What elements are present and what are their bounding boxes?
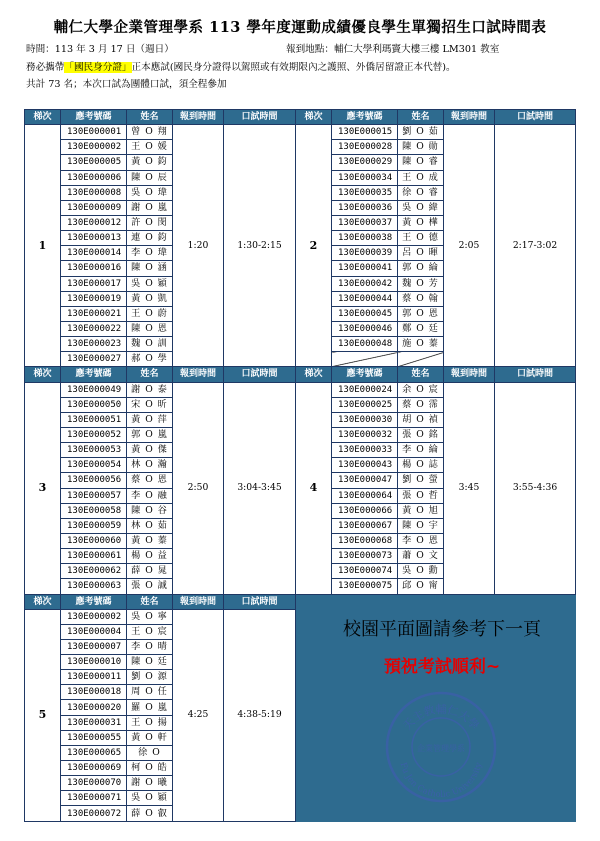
student-id: 130E000032 [332, 427, 398, 442]
student-name: 黃 O 萍 [127, 412, 173, 427]
student-name: 鄭 O 廷 [398, 321, 444, 336]
student-name: 李 O 融 [127, 488, 173, 503]
seal-inner-text: 企業管理學系 [417, 744, 465, 753]
header-id: 應考號碼 [332, 110, 398, 125]
page-title: 輔仁大學企業管理學系 113 學年度運動成績優良學生單獨招生口試時間表 [53, 19, 547, 36]
student-id: 130E000028 [332, 140, 398, 155]
header-interview: 口試時間 [224, 594, 296, 609]
student-name: 王 O 德 [398, 231, 444, 246]
student-id: 130E000051 [61, 412, 127, 427]
student-id: 130E000060 [61, 533, 127, 548]
student-name: 徐 O [127, 745, 173, 760]
student-id: 130E000023 [61, 337, 127, 352]
header-interview: 口試時間 [495, 110, 576, 125]
header-checkin: 報到時間 [444, 110, 495, 125]
student-name: 劉 O 茹 [398, 125, 444, 140]
student-name: 王 O 蔚 [127, 306, 173, 321]
student-id: 130E000045 [332, 306, 398, 321]
student-id: 130E000052 [61, 427, 127, 442]
header-checkin: 報到時間 [444, 367, 495, 382]
interview-time: 3:55-4:36 [495, 382, 576, 594]
student-id: 130E000039 [332, 246, 398, 261]
student-name: 吳 O 穎 [127, 276, 173, 291]
header-checkin: 報到時間 [173, 594, 224, 609]
student-name: 陳 O 辰 [127, 170, 173, 185]
student-name: 薛 O 叡 [127, 806, 173, 822]
student-id: 130E000074 [332, 564, 398, 579]
group-number: 3 [25, 382, 61, 594]
bring-id-highlight: 「國民身分證」 [64, 62, 132, 73]
student-name: 陳 O 谷 [127, 503, 173, 518]
student-id: 130E000066 [332, 503, 398, 518]
student-id: 130E000013 [61, 231, 127, 246]
student-name: 王 O 成 [398, 170, 444, 185]
student-id: 130E000014 [61, 246, 127, 261]
student-id: 130E000030 [332, 412, 398, 427]
checkin-time: 1:20 [173, 125, 224, 367]
student-id: 130E000043 [332, 458, 398, 473]
exam-location: 報到地點：輔仁大學利瑪竇大樓三樓 LM301 教室 [286, 44, 500, 55]
header-id: 應考號碼 [61, 594, 127, 609]
student-name: 余 O 宸 [398, 382, 444, 397]
header-id: 應考號碼 [61, 110, 127, 125]
student-name: 黃 O 樺 [398, 215, 444, 230]
group-number: 4 [296, 382, 332, 594]
student-id: 130E000017 [61, 276, 127, 291]
student-id: 130E000058 [61, 503, 127, 518]
empty-cell [398, 352, 444, 367]
student-name: 邱 O 甯 [398, 579, 444, 594]
student-name: 吳 O 寧 [127, 609, 173, 624]
header-id: 應考號碼 [332, 367, 398, 382]
student-id: 130E000064 [332, 488, 398, 503]
student-id: 130E000042 [332, 276, 398, 291]
interview-time: 4:38-5:19 [224, 609, 296, 821]
student-id: 130E000016 [61, 261, 127, 276]
header-group: 梯次 [296, 367, 332, 382]
student-id: 130E000061 [61, 549, 127, 564]
student-name: 黃 O 傑 [127, 443, 173, 458]
student-id: 130E000038 [332, 231, 398, 246]
student-id: 130E000002 [61, 609, 127, 624]
student-id: 130E000067 [332, 518, 398, 533]
student-name: 吳 O 穎 [127, 791, 173, 806]
student-name: 陳 O 睿 [398, 155, 444, 170]
bring-id-notice [26, 59, 456, 73]
student-name: 張 O 誠 [127, 579, 173, 594]
student-name: 謝 O 嵐 [127, 200, 173, 215]
checkin-time: 2:05 [444, 125, 495, 367]
header-group: 梯次 [25, 110, 61, 125]
student-id: 130E000001 [61, 125, 127, 140]
student-name: 郭 O 綸 [398, 261, 444, 276]
bring-id-prefix: 務必攜帶 [26, 62, 65, 73]
interview-time: 3:04-3:45 [224, 382, 296, 594]
student-name: 黃 O 鈞 [127, 155, 173, 170]
student-id: 130E000050 [61, 397, 127, 412]
student-name: 吳 O 緯 [398, 200, 444, 215]
student-id: 130E000035 [332, 185, 398, 200]
header-row [25, 367, 576, 382]
student-id: 130E000041 [332, 261, 398, 276]
student-name: 陳 O 恩 [127, 321, 173, 336]
student-name: 陳 O 廷 [127, 655, 173, 670]
student-id: 130E000044 [332, 291, 398, 306]
student-name: 吳 O 勳 [398, 564, 444, 579]
student-name: 周 O 任 [127, 685, 173, 700]
group-number: 1 [25, 125, 61, 367]
student-name: 吳 O 瑋 [127, 185, 173, 200]
header-group: 梯次 [25, 594, 61, 609]
student-id: 130E000063 [61, 579, 127, 594]
student-id: 130E000004 [61, 624, 127, 639]
header-row [25, 110, 576, 125]
header-name: 姓名 [398, 367, 444, 382]
checkin-time: 2:50 [173, 382, 224, 594]
student-name: 李 O 瑋 [127, 246, 173, 261]
student-name: 張 O 銘 [398, 427, 444, 442]
student-name: 謝 O 泰 [127, 382, 173, 397]
header-name: 姓名 [127, 367, 173, 382]
student-name: 連 O 鈞 [127, 231, 173, 246]
student-name: 王 O 宸 [127, 624, 173, 639]
student-id: 130E000020 [61, 700, 127, 715]
student-name: 魏 O 訓 [127, 337, 173, 352]
student-id: 130E000006 [61, 170, 127, 185]
table-row [25, 125, 576, 140]
interview-time: 2:17-3:02 [495, 125, 576, 367]
student-name: 魏 O 芳 [398, 276, 444, 291]
student-name: 張 O 哲 [398, 488, 444, 503]
student-id: 130E000024 [332, 382, 398, 397]
header-group: 梯次 [25, 367, 61, 382]
student-id: 130E000012 [61, 215, 127, 230]
student-id: 130E000049 [61, 382, 127, 397]
bring-id-suffix: 正本應試(國民身分證得以駕照或有效期限內之護照、外僑居留證正本代替)。 [131, 62, 456, 73]
header-checkin: 報到時間 [173, 367, 224, 382]
header-name: 姓名 [127, 594, 173, 609]
student-id: 130E000007 [61, 639, 127, 654]
student-name: 林 O 茹 [127, 518, 173, 533]
student-name: 許 O 閔 [127, 215, 173, 230]
header-group: 梯次 [296, 110, 332, 125]
student-name: 林 O 瀚 [127, 458, 173, 473]
student-name: 薛 O 晁 [127, 564, 173, 579]
student-name: 胡 O 禎 [398, 412, 444, 427]
table-row [25, 382, 576, 397]
seal-english-text: Fu Jen Catholic University [397, 761, 485, 801]
seal-outer-text: 天主教輔仁大學 [400, 703, 482, 733]
checkin-time: 4:25 [173, 609, 224, 821]
student-id: 130E000062 [61, 564, 127, 579]
student-id: 130E000068 [332, 533, 398, 548]
student-name: 劉 O 源 [127, 670, 173, 685]
department-seal [384, 690, 498, 804]
student-name: 陳 O 宇 [398, 518, 444, 533]
student-name: 羅 O 嵐 [127, 700, 173, 715]
student-id: 130E000033 [332, 443, 398, 458]
student-name: 蔡 O 恩 [127, 473, 173, 488]
student-name: 曾 O 翔 [127, 125, 173, 140]
student-id: 130E000075 [332, 579, 398, 594]
student-name: 蕭 O 文 [398, 549, 444, 564]
student-id: 130E000019 [61, 291, 127, 306]
student-name: 柯 O 皓 [127, 761, 173, 776]
header-name: 姓名 [127, 110, 173, 125]
student-id: 130E000021 [61, 306, 127, 321]
student-id: 130E000046 [332, 321, 398, 336]
student-id: 130E000059 [61, 518, 127, 533]
header-row [25, 594, 576, 609]
header-id: 應考號碼 [61, 367, 127, 382]
student-id: 130E000022 [61, 321, 127, 336]
student-id: 130E000025 [332, 397, 398, 412]
student-name: 黃 O 旭 [398, 503, 444, 518]
student-id: 130E000009 [61, 200, 127, 215]
student-id: 130E000008 [61, 185, 127, 200]
header-interview: 口試時間 [224, 367, 296, 382]
student-id: 130E000071 [61, 791, 127, 806]
student-id: 130E000015 [332, 125, 398, 140]
student-id: 130E000011 [61, 670, 127, 685]
student-id: 130E000031 [61, 715, 127, 730]
student-id: 130E000055 [61, 730, 127, 745]
student-name: 楊 O 益 [127, 549, 173, 564]
student-id: 130E000072 [61, 806, 127, 822]
student-name: 陳 O 涵 [127, 261, 173, 276]
student-name: 陳 O 勛 [398, 140, 444, 155]
student-name: 蔡 O 霈 [398, 397, 444, 412]
student-name: 徐 O 睿 [398, 185, 444, 200]
header-name: 姓名 [398, 110, 444, 125]
student-id: 130E000034 [332, 170, 398, 185]
student-id: 130E000047 [332, 473, 398, 488]
student-id: 130E000048 [332, 337, 398, 352]
student-name: 劉 O 螢 [398, 473, 444, 488]
student-name: 王 O 揚 [127, 715, 173, 730]
student-name: 楊 O 誌 [398, 458, 444, 473]
student-name: 宋 O 昕 [127, 397, 173, 412]
student-name: 呂 O 暉 [398, 246, 444, 261]
student-name: 郭 O 嵐 [127, 427, 173, 442]
student-name: 黃 O 蓁 [127, 533, 173, 548]
student-name: 李 O 晴 [127, 639, 173, 654]
student-name: 李 O 綸 [398, 443, 444, 458]
student-id: 130E000018 [61, 685, 127, 700]
student-id: 130E000027 [61, 352, 127, 367]
student-id: 130E000056 [61, 473, 127, 488]
exam-time: 時間：113 年 3 月 17 日（週日） [26, 44, 174, 55]
header-checkin: 報到時間 [173, 110, 224, 125]
student-name: 郭 O 恩 [398, 306, 444, 321]
campus-map-note: 校園平面圖請參考下一頁 [343, 619, 541, 640]
student-id: 130E000029 [332, 155, 398, 170]
student-id: 130E000065 [61, 745, 127, 760]
interview-time: 1:30-2:15 [224, 125, 296, 367]
student-id: 130E000037 [332, 215, 398, 230]
student-id: 130E000054 [61, 458, 127, 473]
student-id: 130E000057 [61, 488, 127, 503]
student-id: 130E000070 [61, 776, 127, 791]
student-id: 130E000053 [61, 443, 127, 458]
student-name: 黃 O 軒 [127, 730, 173, 745]
student-name: 謝 O 曦 [127, 776, 173, 791]
header-interview: 口試時間 [495, 367, 576, 382]
checkin-time: 3:45 [444, 382, 495, 594]
student-id: 130E000036 [332, 200, 398, 215]
group-number: 5 [25, 609, 61, 821]
student-id: 130E000073 [332, 549, 398, 564]
good-luck-note: 預祝考試順利~ [383, 657, 501, 677]
student-id: 130E000005 [61, 155, 127, 170]
candidate-count: 共計 73 名；本次口試為團體口試，須全程參加 [26, 79, 227, 90]
empty-cell [332, 352, 398, 367]
student-name: 王 O 媛 [127, 140, 173, 155]
student-name: 郝 O 學 [127, 352, 173, 367]
student-name: 蔡 O 翰 [398, 291, 444, 306]
student-name: 李 O 恩 [398, 533, 444, 548]
group-number: 2 [296, 125, 332, 367]
student-id: 130E000010 [61, 655, 127, 670]
student-id: 130E000069 [61, 761, 127, 776]
student-name: 施 O 蓁 [398, 337, 444, 352]
student-name: 黃 O 凱 [127, 291, 173, 306]
header-interview: 口試時間 [224, 110, 296, 125]
student-id: 130E000002 [61, 140, 127, 155]
